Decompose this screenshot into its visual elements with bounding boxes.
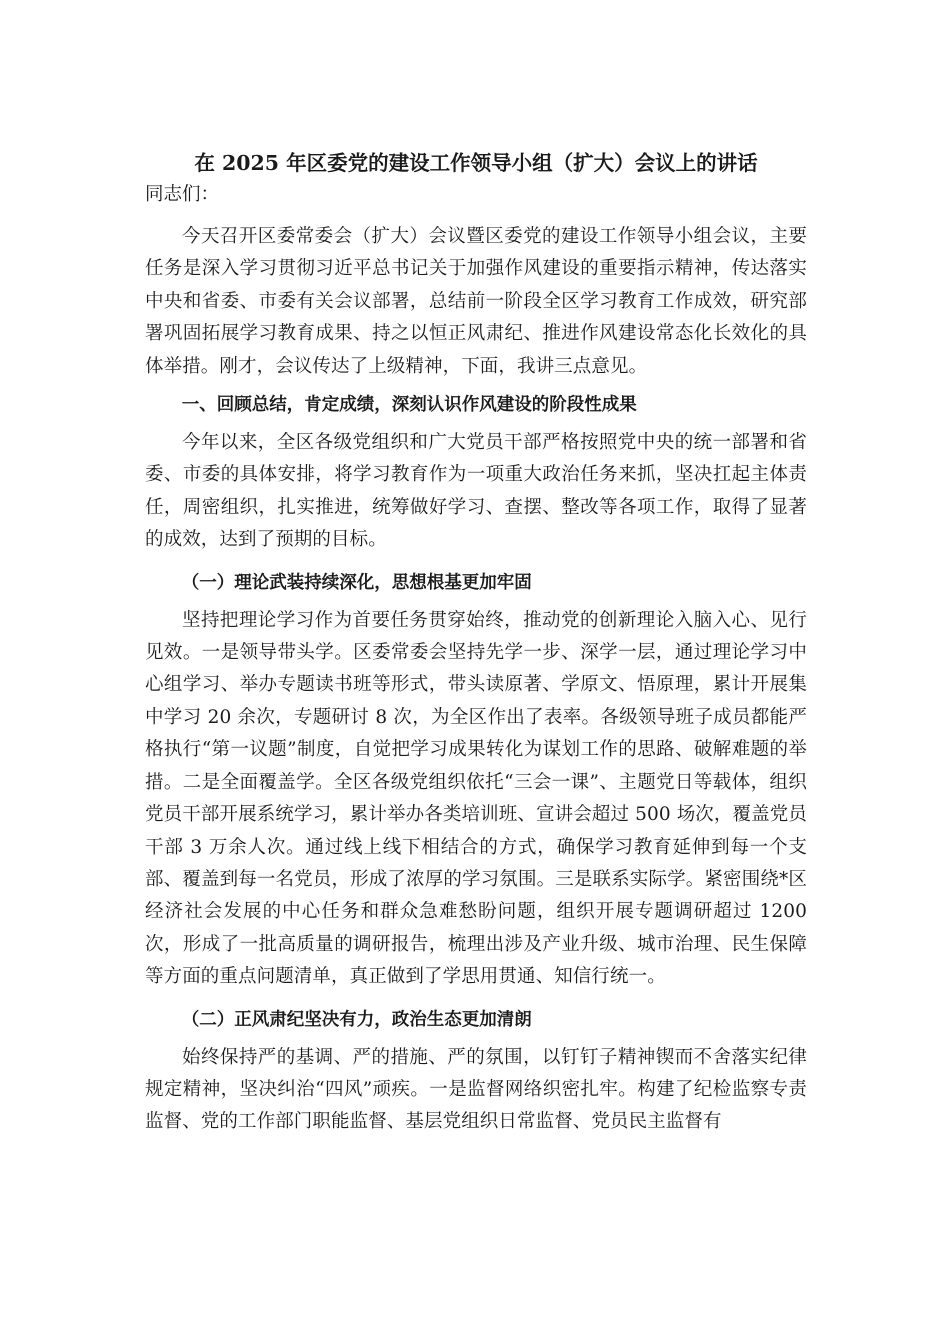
- salutation: 同志们：: [145, 184, 220, 205]
- section-1-heading: 一、回顾总结，肯定成绩，深刻认识作风建设的阶段性成果: [181, 395, 637, 416]
- subsection-1-heading: （一）理论武装持续深化，思想根基更加牢固: [181, 572, 532, 593]
- intro-paragraph: 今天召开区委常委会（扩大）会议暨区委党的建设工作领导小组会议，主要任务是深入学习贯彻习近平总书记关于加强作风建设的重要指示精神，传达落实中央和省委、市委有关会议部署，总结前一阶段全区学习教育工作成效，研究部署巩固拓展学习教育成果、持之以恒正风肃纪、推进作风建设常态化长效化的具体举措。刚才，会议传达了上级精神，下面，我讲三点意见。: [145, 226, 807, 377]
- subsection-2-paragraph: 始终保持严的基调、严的措施、严的氛围，以钉钉子精神锲而不舍落实纪律规定精神，坚决纠治“四风”顽疾。一是监督网络织密扎牢。构建了纪检监察专责监督、党的工作部门职能监督、基层党组织日常监督、党员民主监督有: [145, 1046, 807, 1133]
- page-title: 在 2025 年区委党的建设工作领导小组（扩大）会议上的讲话: [194, 151, 758, 175]
- subsection-2-heading: （二）正风肃纪坚决有力，政治生态更加清朗: [181, 1009, 532, 1030]
- document-body: [145, 147, 807, 1139]
- section-1-paragraph: 今年以来，全区各级党组织和广大党员干部严格按照党中央的统一部署和省委、市委的具体安排，将学习教育作为一项重大政治任务来抓，坚决扛起主体责任，周密组织，扎实推进，统筹做好学习、查摆、整改等各项工作，取得了显著的成效，达到了预期的目标。: [145, 432, 807, 551]
- subsection-1-paragraph: 坚持把理论学习作为首要任务贯穿始终，推动党的创新理论入脑入心、见行见效。一是领导带头学。区委常委会坚持先学一步、深学一层，通过理论学习中心组学习、举办专题读书班等形式，带头读原著、学原文、悟原理，累计开展集中学习 20 余次，专题研讨 8 次，为全区作出了表率。各级领导班子成员都能严格执行“第一议题”制度，自觉把学习成果转化为谋划工作的思路、破解难题的举措。二是全面覆盖学。全区各级党组织依托“三会一课”、主题党日等载体，组织党员干部开展系统学习，累计举办各类培训班、宣讲会超过 500 场次，覆盖党员干部 3 万余人次。通过线上线下相结合的方式，确保学习教育延伸到每一个支部、覆盖到每一名党员，形成了浓厚的学习氛围。三是联系实际学。紧密围绕*区经济社会发展的中心任务和群众急难愁盼问题，组织开展专题调研超过 1200 次，形成了一批高质量的调研报告，梳理出涉及产业升级、城市治理、民生保障等方面的重点问题清单，真正做到了学思用贯通、知信行统一。: [145, 609, 807, 988]
